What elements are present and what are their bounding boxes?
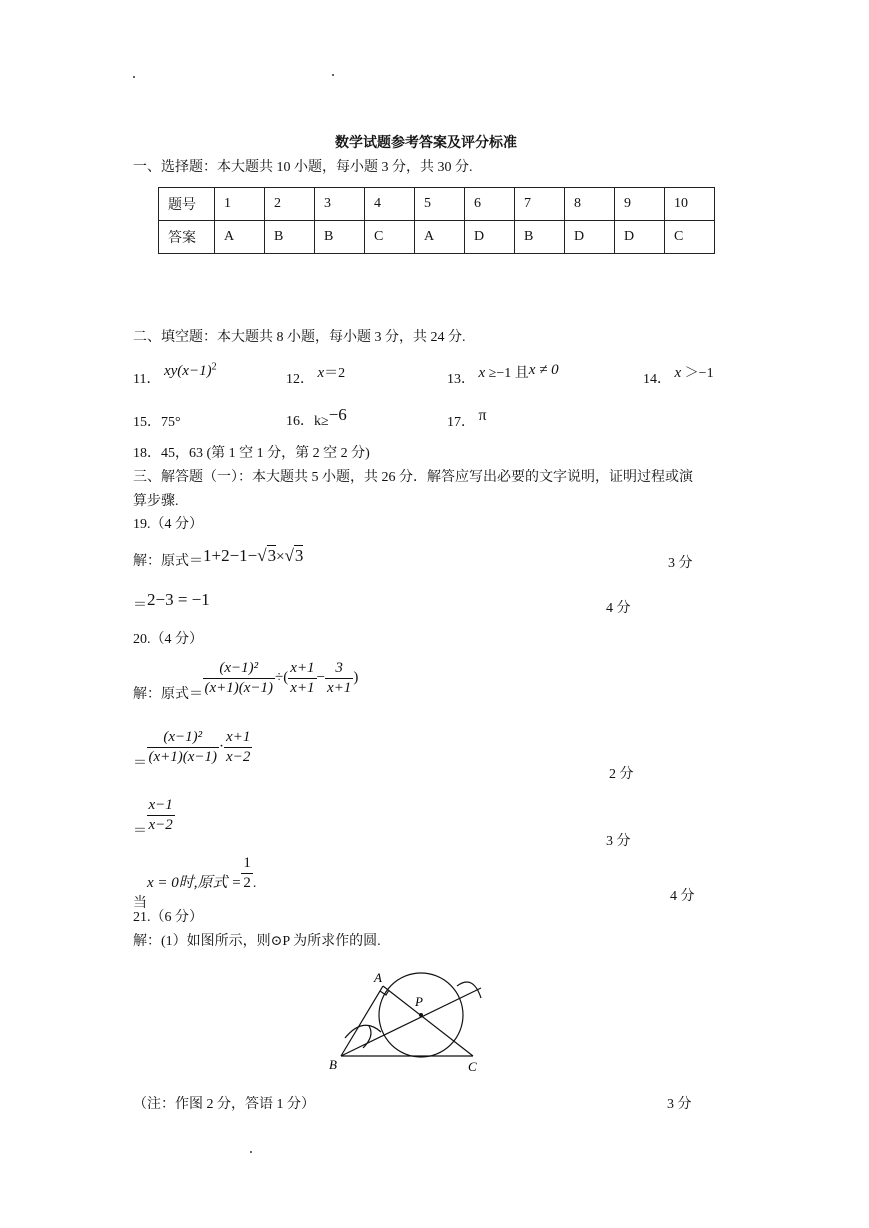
- q20-dot: ·: [219, 738, 225, 755]
- answer-13-math: x ≠ 0: [528, 362, 559, 378]
- fraction-numerator: x−1: [147, 797, 175, 816]
- fraction-denominator: x+1: [290, 680, 315, 696]
- q20-prefix: 解：原式＝: [133, 686, 203, 702]
- answer-11-label: 11．: [133, 372, 161, 387]
- header-dot-right: [332, 74, 334, 76]
- q20-score3: 3 分: [606, 834, 631, 849]
- q19-line2: [133, 590, 210, 613]
- fraction-denominator: 2: [243, 875, 251, 891]
- q20-divide: ÷(: [275, 669, 289, 686]
- q20-close-paren: ): [353, 669, 359, 686]
- answer-12-math: x: [317, 365, 325, 381]
- q20-fraction-6: [147, 797, 175, 834]
- geometry-figure: [323, 966, 503, 1078]
- label-p: P: [415, 994, 423, 1009]
- fraction-denominator: x+1: [327, 680, 352, 696]
- document-title: 数学试题参考答案及评分标准: [335, 136, 517, 151]
- answer-13: [447, 362, 559, 387]
- q19-math: 1+2−1−: [203, 546, 258, 565]
- table-row-numbers: [159, 188, 715, 221]
- answer-11-math: xy(x−1): [163, 363, 212, 379]
- fraction-numerator: 3: [325, 660, 353, 679]
- table-cell: 10: [665, 188, 715, 221]
- q19-eq: ＝: [133, 598, 147, 613]
- answer-11: [133, 360, 217, 387]
- q20-fraction-4: [147, 729, 220, 766]
- q20-fraction-3: [325, 660, 353, 697]
- section3-heading-line1: 三、解答题（一）：本大题共 5 小题，共 26 分．解答应写出必要的文字说明，证明过程或演: [133, 470, 693, 485]
- table-cell: 1: [215, 188, 265, 221]
- q20-eq: ＝: [133, 755, 147, 771]
- table-header-cell: 题号: [159, 188, 215, 221]
- q20-line1: [133, 660, 359, 702]
- table-cell: D: [565, 221, 615, 254]
- label-a: A: [374, 970, 382, 985]
- q20-fraction-5: [224, 729, 252, 766]
- fraction-numerator: 1: [241, 855, 253, 874]
- section1-heading: 一、选择题：本大题共 10 小题，每小题 3 分，共 30 分.: [133, 160, 473, 175]
- answer-17-math: π: [478, 407, 487, 424]
- q19-line1: [133, 546, 304, 569]
- table-cell: C: [365, 221, 415, 254]
- q20-line2: [133, 729, 252, 771]
- answer-16: [286, 405, 347, 429]
- right-angle-marker: [380, 990, 389, 995]
- q19-result: 2−3 = −1: [147, 590, 210, 609]
- q21-label: 21.（6 分）: [133, 910, 203, 925]
- table-cell: B: [315, 221, 365, 254]
- sqrt-symbol: √: [257, 546, 267, 565]
- table-cell: 3: [315, 188, 365, 221]
- answer-13-label: 13．: [447, 372, 475, 387]
- answer-18: 18．45，63 (第 1 空 1 分，第 2 空 2 分): [133, 446, 370, 461]
- table-cell: 2: [265, 188, 315, 221]
- table-cell: C: [665, 221, 715, 254]
- table-cell: A: [215, 221, 265, 254]
- fraction-numerator: x+1: [224, 729, 252, 748]
- q21-line1: 解：(1）如图所示，则⊙P 为所求作的圆.: [133, 934, 381, 949]
- header-dot-left: [133, 76, 135, 78]
- footer-dot: [250, 1151, 252, 1153]
- answer-17-label: 17．: [447, 415, 475, 430]
- q19-label: 19.（4 分）: [133, 517, 203, 532]
- q20-line4: [133, 855, 257, 911]
- answer-table: [158, 187, 715, 254]
- table-cell: D: [465, 221, 515, 254]
- q19-times: ×: [276, 549, 285, 565]
- answer-16-math: −6: [328, 405, 347, 424]
- q20-fraction-1: [203, 660, 276, 697]
- q20-minus: −: [316, 669, 326, 686]
- fraction-numerator: (x−1)²: [203, 660, 276, 679]
- answer-16-label: 16．k≥: [286, 414, 329, 429]
- fraction-numerator: x+1: [288, 660, 316, 679]
- q20-fraction-2: [288, 660, 316, 697]
- fraction-denominator: x−2: [148, 817, 173, 833]
- table-row-answers: [159, 221, 715, 254]
- table-cell: 7: [515, 188, 565, 221]
- q19-score2: 4 分: [606, 601, 631, 616]
- answer-12-label: 12．: [286, 372, 314, 387]
- answer-12-value: ＝2: [324, 366, 346, 381]
- answer-14: [643, 362, 714, 387]
- sqrt-symbol: √: [284, 546, 294, 565]
- table-cell: 5: [415, 188, 465, 221]
- label-b: B: [329, 1057, 337, 1072]
- table-cell: B: [265, 221, 315, 254]
- table-cell: 8: [565, 188, 615, 221]
- triangle-side-ac: [383, 986, 473, 1056]
- construction-arc-right: [457, 982, 481, 998]
- answer-11-exponent: 2: [211, 361, 217, 373]
- answer-12: [286, 362, 346, 387]
- table-header-cell: 答案: [159, 221, 215, 254]
- answer-14-value: ＞−1: [684, 366, 714, 381]
- q20-fraction-7: [241, 855, 253, 892]
- answer-14-label: 14．: [643, 372, 671, 387]
- table-cell: 4: [365, 188, 415, 221]
- answer-13-var: x: [478, 365, 486, 381]
- label-c: C: [468, 1059, 477, 1074]
- q20-score4: 4 分: [670, 889, 695, 904]
- q20-line3: [133, 797, 175, 839]
- q20-score2: 2 分: [609, 767, 634, 782]
- q20-eq: ＝: [133, 823, 147, 839]
- fraction-denominator: (x+1)(x−1): [148, 749, 218, 765]
- table-cell: A: [415, 221, 465, 254]
- q19-sqrt1: 3: [267, 546, 277, 565]
- answer-17: [447, 405, 487, 430]
- answer-15: 15．75°: [133, 415, 181, 430]
- table-cell: D: [615, 221, 665, 254]
- q19-score1: 3 分: [668, 556, 693, 571]
- construction-arc-b: [345, 1025, 381, 1038]
- section2-heading: 二、填空题：本大题共 8 小题，每小题 3 分，共 24 分.: [133, 330, 466, 345]
- q20-period: .: [252, 875, 257, 891]
- answer-13-condition: ≥−1 且: [488, 366, 529, 381]
- section3-heading-line2: 算步骤.: [133, 494, 179, 509]
- q20-label: 20.（4 分）: [133, 632, 203, 647]
- q21-note: （注：作图 2 分，答语 1 分）: [133, 1097, 315, 1112]
- answer-14-var: x: [674, 365, 682, 381]
- fraction-numerator: (x−1)²: [147, 729, 220, 748]
- table-cell: 6: [465, 188, 515, 221]
- table-cell: 9: [615, 188, 665, 221]
- q19-prefix: 解：原式＝: [133, 554, 203, 569]
- center-point-p: [419, 1013, 423, 1017]
- fraction-denominator: (x+1)(x−1): [204, 680, 274, 696]
- table-cell: B: [515, 221, 565, 254]
- fraction-denominator: x−2: [226, 749, 251, 765]
- q19-sqrt2: 3: [294, 546, 304, 565]
- q20-when: 当: [133, 895, 147, 911]
- q20-condition: x = 0时,原式 =: [147, 874, 242, 891]
- q21-note-score: 3 分: [667, 1097, 692, 1112]
